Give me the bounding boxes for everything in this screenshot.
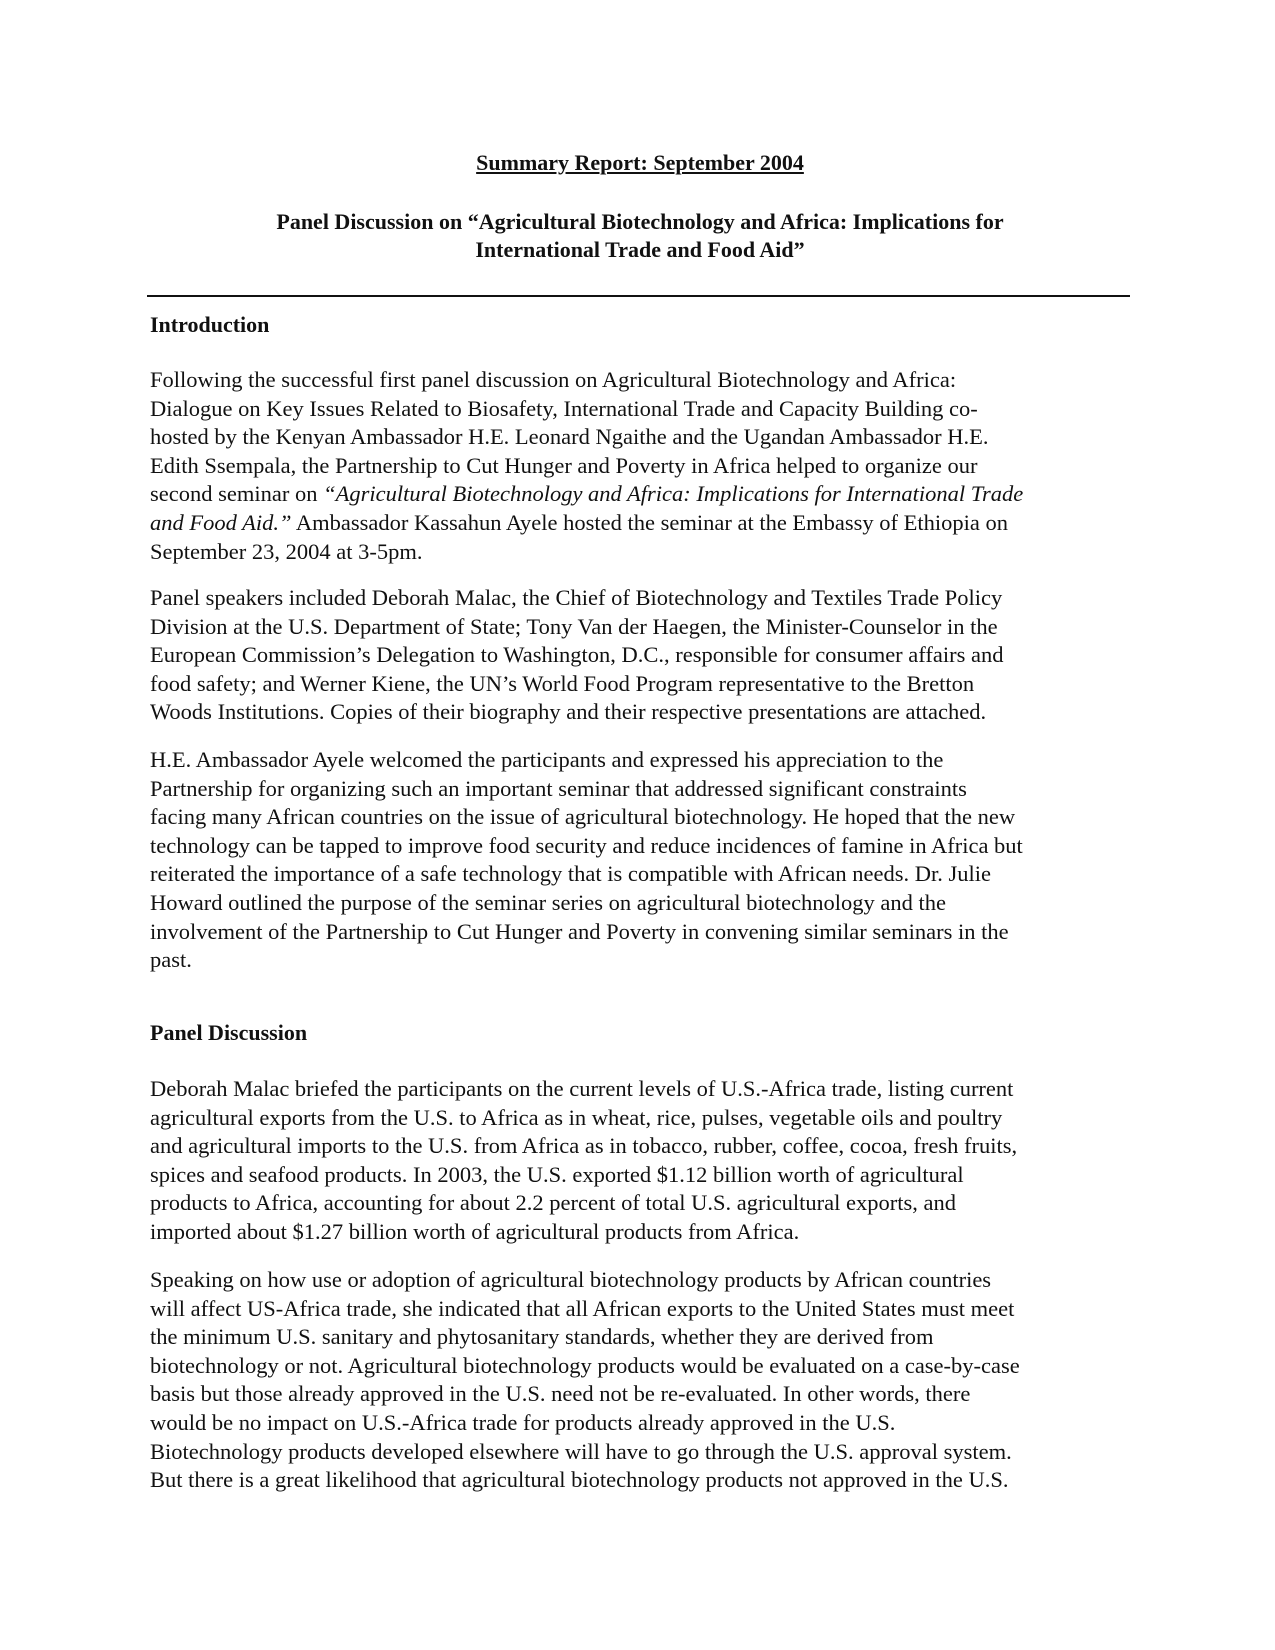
panel-title-line-2: International Trade and Food Aid”: [475, 237, 805, 262]
text-line: food safety; and Werner Kiene, the UN’s World Food Program representative to the Bretton: [150, 670, 975, 696]
seminar-title-italic: and Food Aid.”: [150, 509, 292, 535]
text-line: Partnership for organizing such an important seminar that addressed significant constraints: [150, 775, 967, 801]
text-line: biotechnology or not. Agricultural biotechnology products would be evaluated on a case-by-case: [150, 1352, 1020, 1378]
introduction-heading: Introduction: [150, 312, 270, 337]
text-line: Biotechnology products developed elsewhere will have to go through the U.S. approval system.: [150, 1438, 1012, 1464]
text-line: products to Africa, accounting for about 2.2 percent of total U.S. agricultural exports, and: [150, 1190, 957, 1216]
text-line: Deborah Malac briefed the participants on the current levels of U.S.-Africa trade, listing current: [150, 1076, 1014, 1101]
seminar-title-italic: “Agricultural Biotechnology and Africa: Implications for International Trade: [323, 481, 1024, 507]
text-line: [150, 509, 1130, 538]
text-line: Speaking on how use or adoption of agricultural biotechnology products by African countries: [150, 1267, 992, 1292]
text-run: second seminar on: [150, 481, 324, 507]
text-line: Edith Ssempala, the Partnership to Cut Hunger and Poverty in Africa helped to organize our: [150, 452, 978, 478]
panel-title-line-1: Panel Discussion on “Agricultural Biotechnology and Africa: Implications for: [276, 209, 1004, 234]
text-line: Panel speakers included Deborah Malac, the Chief of Biotechnology and Textiles Trade Policy: [150, 585, 1003, 610]
panel-discussion-paragraph-1: [150, 1075, 1130, 1247]
text-line: Woods Institutions. Copies of their biography and their respective presentations are attached.: [150, 699, 987, 725]
text-line: But there is a great likelihood that agricultural biotechnology products not approved in the U.S.: [150, 1467, 1009, 1493]
text-line: facing many African countries on the issue of agricultural biotechnology. He hoped that the new: [150, 804, 1016, 830]
text-line: the minimum U.S. sanitary and phytosanitary standards, whether they are derived from: [150, 1324, 934, 1350]
text-line: Dialogue on Key Issues Related to Biosafety, International Trade and Capacity Building co-: [150, 395, 978, 421]
text-line: Following the successful first panel discussion on Agricultural Biotechnology and Africa:: [150, 367, 957, 392]
panel-discussion-paragraph-2: [150, 1266, 1130, 1495]
text-line: would be no impact on U.S.-Africa trade for products already approved in the U.S.: [150, 1409, 896, 1435]
horizontal-rule: [147, 295, 1130, 297]
introduction-paragraph-3: [150, 746, 1130, 975]
text-line: imported about $1.27 billion worth of agricultural products from Africa.: [150, 1218, 800, 1244]
text-line: past.: [150, 947, 192, 973]
text-line: basis but those already approved in the U.S. need not be re-evaluated. In other words, there: [150, 1381, 971, 1407]
text-line: involvement of the Partnership to Cut Hunger and Poverty in convening similar seminars in the: [150, 918, 1009, 944]
text-line: technology can be tapped to improve food security and reduce incidences of famine in Africa but: [150, 832, 1023, 858]
text-line: and agricultural imports to the U.S. from Africa as in tobacco, rubber, coffee, cocoa, fresh fruits,: [150, 1133, 1018, 1159]
text-line: spices and seafood products. In 2003, the U.S. exported $1.12 billion worth of agricultural: [150, 1161, 964, 1187]
text-line: hosted by the Kenyan Ambassador H.E. Leonard Ngaithe and the Ugandan Ambassador H.E.: [150, 424, 989, 450]
text-line: European Commission’s Delegation to Washington, D.C., responsible for consumer affairs and: [150, 642, 1004, 668]
introduction-paragraph-1: [150, 366, 1130, 566]
text-line: will affect US-Africa trade, she indicated that all African exports to the United States must meet: [150, 1295, 1015, 1321]
text-line: Division at the U.S. Department of State; Tony Van der Haegen, the Minister-Counselor in the: [150, 613, 998, 639]
text-line: [150, 480, 1130, 509]
panel-title: [150, 208, 1130, 264]
report-title: Summary Report: September 2004: [476, 150, 804, 175]
text-line: Howard outlined the purpose of the seminar series on agricultural biotechnology and the: [150, 889, 947, 915]
panel-discussion-heading: Panel Discussion: [150, 1020, 308, 1045]
text-line: September 23, 2004 at 3-5pm.: [150, 538, 423, 564]
text-line: H.E. Ambassador Ayele welcomed the participants and expressed his appreciation to the: [150, 747, 944, 772]
text-run: Ambassador Kassahun Ayele hosted the seminar at the Embassy of Ethiopia on: [291, 509, 1009, 535]
text-line: reiterated the importance of a safe technology that is compatible with African needs. Dr. Julie: [150, 861, 991, 887]
introduction-paragraph-2: [150, 584, 1130, 727]
text-line: agricultural exports from the U.S. to Africa as in wheat, rice, pulses, vegetable oils and poultry: [150, 1104, 1003, 1130]
